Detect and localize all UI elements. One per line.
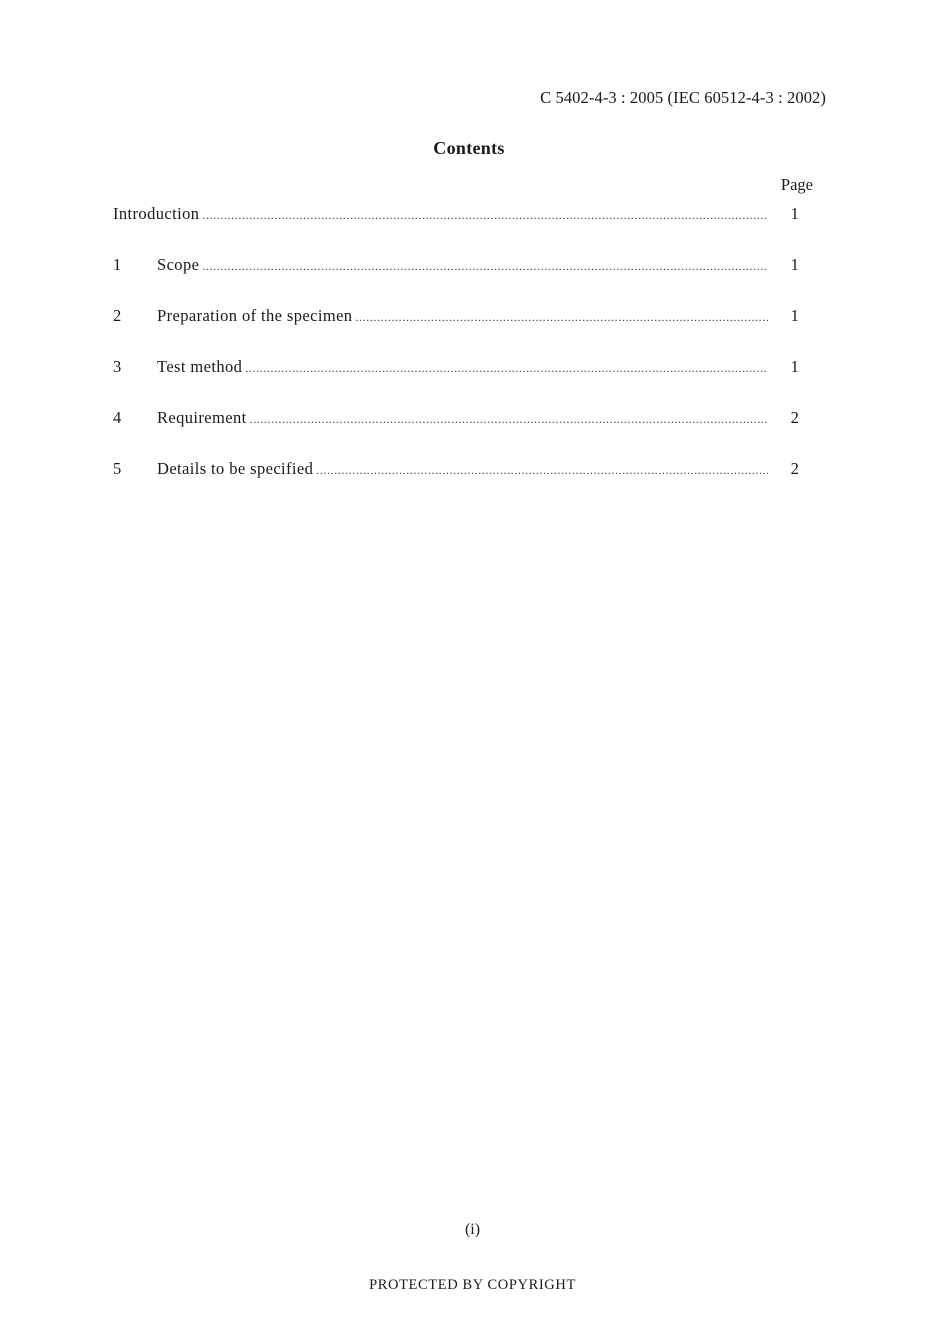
toc-entry-page: 2 (790, 408, 800, 427)
toc-entry-number: 3 (113, 357, 122, 376)
toc-entry-requirement[interactable] (113, 408, 813, 430)
toc-entry-details[interactable] (113, 459, 813, 481)
toc-entry-test-method[interactable] (113, 357, 813, 379)
toc-entry-page: 2 (790, 459, 800, 478)
toc-entry-number: 4 (113, 408, 122, 427)
toc-entry-title: Test method (157, 357, 243, 376)
toc-dot-leader (355, 310, 768, 325)
toc-dot-leader (316, 463, 768, 478)
toc-entry-page: 1 (790, 255, 800, 274)
page-column-label: Page (780, 175, 813, 194)
toc-entry-title: Requirement (157, 408, 247, 427)
toc-dot-leader (202, 208, 768, 223)
toc-entry-number: 5 (113, 459, 122, 478)
standard-number: C 5402-4-3 : 2005 (IEC 60512-4-3 : 2002) (540, 88, 826, 107)
toc-dot-leader (202, 259, 768, 274)
toc-entry-page: 1 (790, 357, 800, 376)
toc-dot-leader (245, 361, 768, 376)
page-folio: (i) (464, 1221, 481, 1238)
toc-entry-page: 1 (790, 204, 800, 223)
toc-entry-introduction[interactable] (113, 204, 813, 226)
toc-entry-number: 1 (113, 255, 122, 274)
toc-dot-leader (250, 412, 768, 427)
toc-entry-number: 2 (113, 306, 122, 325)
toc-entry-title: Preparation of the specimen (157, 306, 353, 325)
toc-entry-page: 1 (790, 306, 800, 325)
table-of-contents (113, 204, 813, 510)
toc-entry-scope[interactable] (113, 255, 813, 277)
toc-entry-title: Scope (157, 255, 200, 274)
contents-title: Contents (433, 138, 505, 158)
toc-entry-preparation[interactable] (113, 306, 813, 328)
toc-entry-title: Introduction (113, 204, 200, 223)
toc-entry-title: Details to be specified (157, 459, 314, 478)
copyright-notice: PROTECTED BY COPYRIGHT (369, 1277, 576, 1293)
